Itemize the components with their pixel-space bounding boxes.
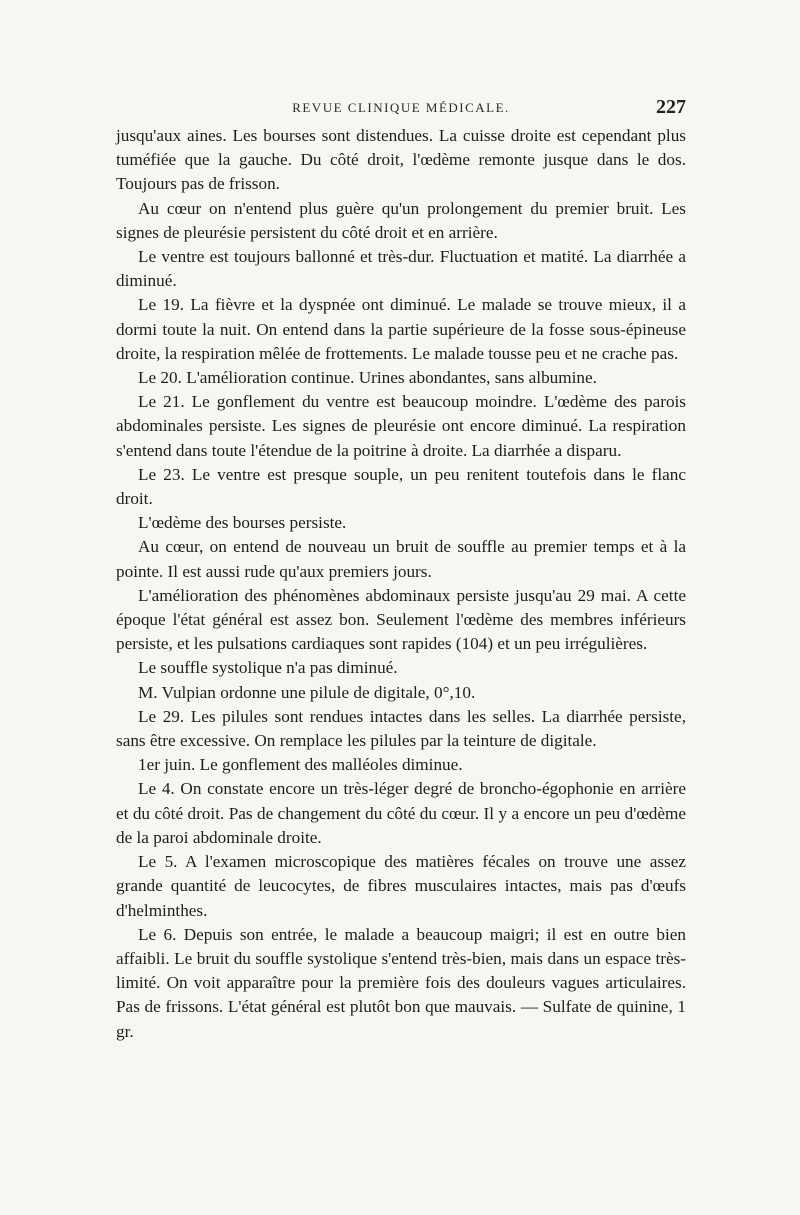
paragraph: Le 5. A l'examen microscopique des matières fécales on trouve une assez grande quantité de leucocytes, de fibres musculaires intactes, mais pas d'œufs d'helminthes. (116, 852, 686, 920)
document-page (116, 96, 686, 1044)
page-header (116, 96, 686, 124)
paragraph: Le ventre est toujours ballonné et très-dur. Fluctuation et matité. La diarrhée a diminué. (116, 247, 686, 291)
paragraph: 1er juin. Le gonflement des malléoles diminue. (138, 755, 463, 775)
paragraph: L'amélioration des phénomènes abdominaux persiste jusqu'au 29 mai. A cette époque l'état général est assez bon. Seulement l'œdème des membres inférieurs persiste, et les pulsations cardiaques sont rapides (104) et un peu irrégulières. (116, 585, 686, 654)
paragraph: Le 29. Les pilules sont rendues intactes dans les selles. La diarrhée persiste, sans être excessive. On remplace les pilules par la teinture de digitale. (116, 706, 686, 751)
paragraph: Le 21. Le gonflement du ventre est beaucoup moindre. L'œdème des parois abdominales persiste. Les signes de pleurésie ont encore diminué. La respiration s'entend dans toute l'étendue de la poitrine à droite. La diarrhée a disparu. (116, 392, 686, 460)
paragraph: jusqu'aux aines. Les bourses sont distendues. La cuisse droite est cependant plus tuméfiée que la gauche. Du côté droit, l'œdème remonte jusque dans le dos. Toujours pas de frisson. (116, 126, 686, 194)
paragraph: Le 23. Le ventre est presque souple, un peu renitent toutefois dans le flanc droit. (116, 464, 686, 509)
running-title: REVUE CLINIQUE MÉDICALE. (292, 100, 510, 115)
paragraph: Au cœur on n'entend plus guère qu'un prolongement du premier bruit. Les signes de pleurésie persistent du côté droit et en arrière. (116, 198, 686, 242)
paragraph: Le 4. On constate encore un très-léger degré de broncho-égophonie en arrière et du côté droit. Pas de changement du côté du cœur. Il y a encore un peu d'œdème de la paroi abdominale droite. (116, 779, 686, 847)
paragraph: L'œdème des bourses persiste. (138, 513, 347, 533)
paragraph: Le 20. L'amélioration continue. Urines abondantes, sans albumine. (138, 368, 597, 388)
body-text (116, 124, 686, 1044)
paragraph: M. Vulpian ordonne une pilule de digitale, 0°,10. (138, 682, 476, 702)
paragraph: Le souffle systolique n'a pas diminué. (138, 658, 398, 678)
page-number: 227 (656, 96, 686, 118)
paragraph: Au cœur, on entend de nouveau un bruit de souffle au premier temps et à la pointe. Il est aussi rude qu'aux premiers jours. (116, 537, 686, 581)
paragraph: Le 6. Depuis son entrée, le malade a beaucoup maigri; il est en outre bien affaibli. Le bruit du souffle systolique s'entend très-bien, mais dans un espace très-limité. On voit apparaître pour la première fois des douleurs vagues articulaires. Pas de frissons. L'état général est plutôt bon que mauvais. — Sulfate de quinine, 1 gr. (116, 924, 686, 1041)
paragraph: Le 19. La fièvre et la dyspnée ont diminué. Le malade se trouve mieux, il a dormi toute la nuit. On entend dans la partie supérieure de la fosse sous-épineuse droite, la respiration mêlée de frottements. Le malade tousse peu et ne crache pas. (116, 295, 686, 363)
